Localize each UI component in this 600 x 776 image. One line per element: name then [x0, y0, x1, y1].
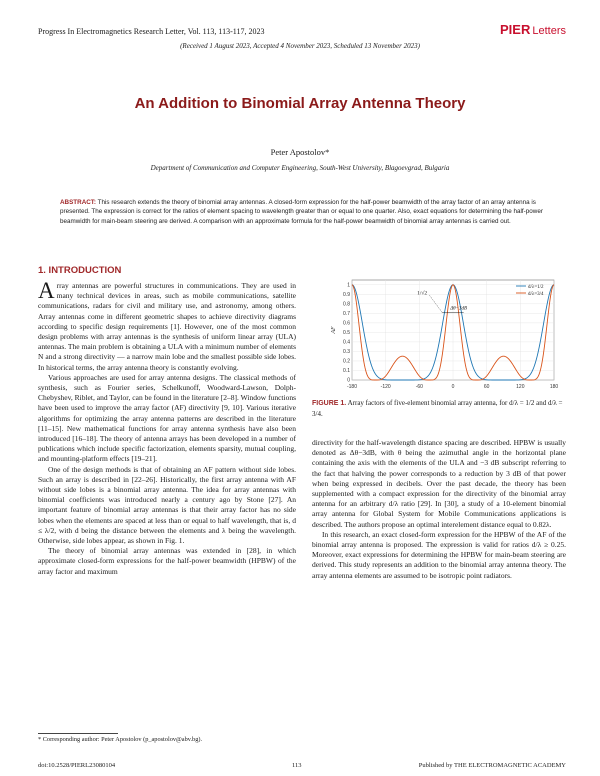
legend-label-2: d/λ=3/4: [528, 291, 544, 297]
footnote-rule: [38, 733, 118, 734]
right-column: [312, 438, 566, 581]
abstract: [60, 198, 544, 226]
y-tick-label: 0.1: [343, 368, 350, 375]
x-tick-label: 60: [483, 384, 490, 390]
intro-paragraph-2: Various approaches are used for array antenna designs. The classical methods of synthesis, such as Fourier series, Schelkunoff, Woodward-Lawson, Dolph-Chebyshev, Riblet, and Taylor, can be found in the literature [2–8]. Window functions have been used to improve the array factor (AF) directivity [9, 10]. Various iterative algorithms for optimizing the array antenna patterns are described in the literature [11–15]. New mathematical functions for array antenna synthesis have also been introduced [16–18]. The theory of antenna arrays has been developed in a number of publications which include specific factorization, elements sparsity, mutual coupling, and mounting-platform effects [19–21].: [38, 372, 296, 464]
x-tick-label: -120: [380, 384, 391, 390]
y-tick-label: 0.3: [343, 349, 350, 356]
intro-paragraph-1-text: rray antennas are powerful structures in communications. They are used in many technical devices in areas, such as mobile communications, satellite communications, radars for civil and military use, and astronomy, among others. Array antennas come in different geometric shapes to achieve directivity diagrams according to specific design requirements [1]. However, one of the most common design problems with array antennas is the synthesis of uniform linear array (ULA) antennas. The main problem is obtaining a ULA with a minimum number of elements N and a strong directivity — a narrow main lobe and the smallest possible side lobes. In historical terms, the array antenna theory is constantly evolving.: [38, 281, 296, 372]
intro-paragraph-3: One of the design methods is that of obtaining an AF pattern without side lobes. Such an array is described in [22–26]. Historically, the first array antenna with AF without side lobes is a binomial array antenna. The idea for array antennas with binomial coefficients was introduced nearly a century ago by Stone [27]. An important feature of binomial array antennas is that their array factor has no side lobes when the elements are spaced at less than or equal to half wavelength, that is, d ≤ λ/2, with d being the distance between the elements and λ being the wavelength. Otherwise, side lobes appear, as shown in Fig. 1.: [38, 464, 296, 546]
x-tick-label: 180: [549, 384, 559, 390]
y-tick-label: 0: [347, 377, 350, 384]
left-column: [38, 278, 296, 577]
y-tick-label: 0.6: [343, 320, 350, 327]
annotation-delta-theta: Δθ−3dB: [450, 306, 468, 312]
y-tick-label: 0.4: [343, 339, 350, 346]
abstract-text: This research extends the theory of binomial array antennas. A closed-form expression for the half-power beamwidth of the array factor of an array antenna is presented. The expression is correct for the ratios of element spacing to wavelength greater than or equal to one quarter. Also, exact equations for determining the half-power beamwidth for main-beam steering are derived. A comparison with an approximate formula for the half-power beamwidth of binomial array antennas is carried out.: [60, 199, 543, 225]
caption-label: FIGURE 1.: [312, 400, 347, 407]
footnote: * Corresponding author: Peter Apostolov (p_apostolov@abv.bg).: [38, 736, 203, 743]
legend-label-1: d/λ=1/2: [528, 284, 544, 290]
y-tick-label: 0.2: [343, 358, 350, 365]
section-heading-introduction: 1. INTRODUCTION: [38, 265, 122, 276]
author: Peter Apostolov*: [270, 147, 330, 157]
y-tick-label: 1: [347, 282, 350, 289]
affiliation: Department of Communication and Computer Engineering, South-West University, Blagoevgrad, Bulgaria: [150, 164, 450, 172]
logo-main: PIER: [500, 22, 531, 37]
footer-page-number: 113: [292, 762, 302, 769]
dropcap: A: [38, 278, 55, 303]
paper-title: An Addition to Binomial Array Antenna Theory: [134, 95, 466, 112]
y-tick-label: 0.7: [343, 311, 350, 318]
x-tick-label: 120: [516, 384, 525, 390]
journal-header: Progress In Electromagnetics Research Letter, Vol. 113, 113-117, 2023: [38, 27, 265, 36]
intro-paragraph-4: The theory of binomial array antennas was extended in [28], in which approximate closed-form expressions for the half-power beamwidth (HPBW) of the array factor and maximum: [38, 546, 296, 576]
y-tick-label: 0.5: [343, 330, 350, 337]
intro-paragraph-1: [38, 278, 296, 373]
annotation-sqrt2: 1/√2: [417, 290, 428, 297]
pier-logo: [500, 22, 566, 37]
x-tick-label: -180: [346, 384, 358, 390]
figure-1-caption: [312, 398, 566, 419]
right-paragraph-1: directivity for the half-wavelength distance spacing are described. HPBW is usually denoted as Δθ−3dB, with θ being the azimuthal angle in the horizontal plane containing the axis with the elements of the ULA and −3 dB subscript referring to the fact that halving the power corresponds to a reduction by 3 dB of that power when being expressed in decibels. Over the past decade, the theory has been supplemented with a compact expression for the directivity of the binomial array antenna for an arbitrary d/λ ratio [29]. In [30], a study of a 10-element binomial array antenna for Global System for Mobile Communications applications is described. The authors propose an optimal interelement distance equal to 0.82λ.: [312, 438, 566, 529]
abstract-label: ABSTRACT:: [60, 199, 97, 206]
logo-sub: Letters: [532, 25, 566, 37]
right-paragraph-2: In this research, an exact closed-form expression for the HPBW of the AF of the binomial array antenna is proposed. The expression is valid for ratios d/λ ≥ 0.25. Moreover, exact expressions for determining the HPBW for main-beam steering are derived. This study represents an addition to the binomial array antenna theory. The array antenna elements are assumed to be isotropic point radiators.: [312, 529, 566, 580]
footer-doi: doi:10.2528/PIERL23080104: [38, 762, 116, 769]
received-dates: (Received 1 August 2023, Accepted 4 November 2023, Scheduled 13 November 2023): [180, 42, 420, 50]
y-axis-label: AF: [331, 326, 337, 334]
figure-1-chart: [328, 276, 562, 392]
caption-text: Array factors of five-element binomial array antenna, for d/λ = 1/2 and d/λ = 3/4.: [312, 399, 563, 418]
y-tick-label: 0.8: [343, 301, 350, 308]
y-tick-label: 0.9: [343, 291, 350, 298]
footer-publisher: Published by THE ELECTROMAGNETIC ACADEMY: [418, 762, 566, 769]
x-tick-label: -60: [415, 384, 423, 390]
x-tick-label: 0: [451, 384, 455, 390]
